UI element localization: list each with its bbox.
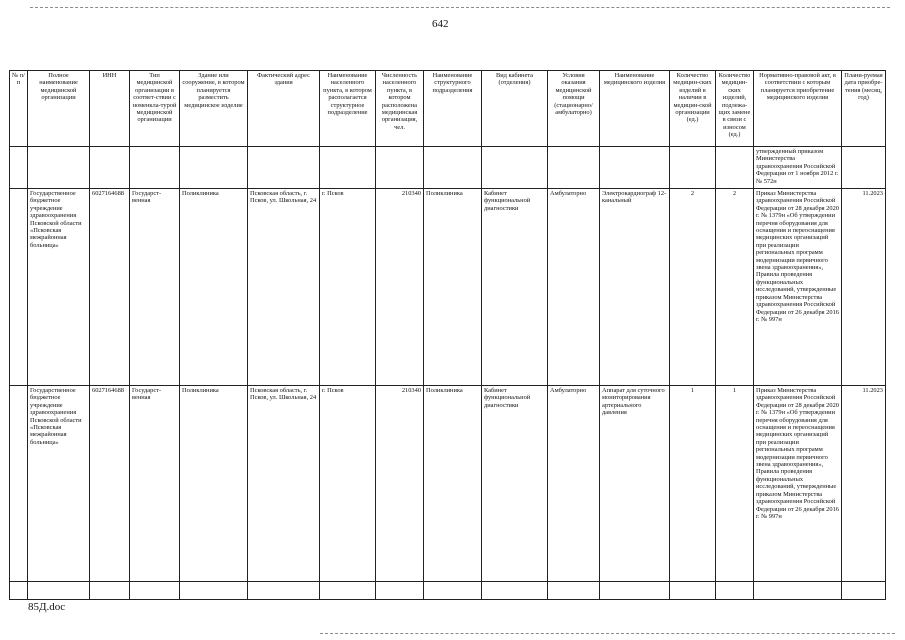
header-cell: Количество медицин-ских изделий в наличии в медицин-ской организации (ед.): [670, 71, 716, 147]
header-cell: Наименование медицинского изделия: [600, 71, 670, 147]
settlement-cell: г. Псков: [320, 386, 376, 582]
address-cell: Псковская область, г. Псков, ул. Школьная, 24: [248, 189, 320, 386]
scan-edge-top: [30, 7, 890, 8]
org-cell: Государственное бюджетное учреждение здравоохранения Псковской области «Псковская межрайонная больница»: [28, 189, 90, 386]
building-cell: Поликлиника: [180, 386, 248, 582]
legal-act-cell: Приказ Министерства здравоохранения Российской Федерации от 28 декабря 2020 г. № 1379н «Об утверждении перечня оборудования для оснащения и переоснащения медицинских организаций при реализации региональных программ модернизации первичного звена здравоохранения», Правила проведения функциональных исследований, утвержденные приказом Министерства здравоохранения Российской Федерации от 26 декабря 2016 г. № 997н: [754, 189, 842, 386]
table-row: [10, 386, 886, 582]
org-type-cell: Государст-венная: [130, 189, 180, 386]
conditions-cell: Амбулаторно: [548, 386, 600, 582]
header-cell: Наименование структурного подразделения: [424, 71, 482, 147]
division-cell: Поликлиника: [424, 386, 482, 582]
page-number: 642: [432, 18, 449, 30]
table-row-continuation: [10, 147, 886, 189]
inn-cell: 6027164688: [90, 386, 130, 582]
header-cell: № п/п: [10, 71, 28, 147]
header-cell: Численность населенного пункта, в котором расположена медицинская организация, чел.: [376, 71, 424, 147]
footer-file-name: 85Д.doc: [28, 601, 66, 613]
header-cell: Фактический адрес здания: [248, 71, 320, 147]
purchase-date-cell: 11.2023: [842, 386, 886, 582]
table-row: [10, 189, 886, 386]
table-header-row: [10, 71, 886, 147]
legal-act-cell: утвержденный приказом Министерства здравоохранения Российской Федерации от 1 ноября 2012 г. № 572н: [754, 147, 842, 189]
cabinet-cell: Кабинет функциональной диагностики: [482, 189, 548, 386]
header-cell: Наименование населенного пункта, в котором располагается структурное подразделение: [320, 71, 376, 147]
population-cell: 210340: [376, 386, 424, 582]
legal-act-cell: Приказ Министерства здравоохранения Российской Федерации от 28 декабря 2020 г. № 1379н «Об утверждении перечня оборудования для оснащения и переоснащения медицинских организаций при реализации региональных программ модернизации первичного звена здравоохранения», Правила проведения функциональных исследований, утвержденные приказом Министерства здравоохранения Российской Федерации от 26 декабря 2016 г. № 997н: [754, 386, 842, 582]
device-cell: Аппарат для суточного мониторирования артериального давления: [600, 386, 670, 582]
purchase-date-cell: 11.2023: [842, 189, 886, 386]
address-cell: Псковская область, г. Псков, ул. Школьная, 24: [248, 386, 320, 582]
header-cell: Количество медицин-ских изделий, подлежа-щих замене в связи с износом (ед.): [716, 71, 754, 147]
inn-cell: 6027164688: [90, 189, 130, 386]
header-cell: Нормативно-правовой акт, в соответствии с которым планируется приобретение медицинского изделия: [754, 71, 842, 147]
header-cell: Условия оказания медицинской помощи (стационарно/ амбулаторно): [548, 71, 600, 147]
building-cell: Поликлиника: [180, 189, 248, 386]
qty-replace-cell: 1: [716, 386, 754, 582]
settlement-cell: г. Псков: [320, 189, 376, 386]
header-cell: Тип медицинской организации в соответ-ствии с номенкла-турой медицинской организации: [130, 71, 180, 147]
org-cell: Государственное бюджетное учреждение здравоохранения Псковской области «Псковская межрайонная больница»: [28, 386, 90, 582]
device-cell: Электрокардиограф 12-канальный: [600, 189, 670, 386]
qty-replace-cell: 2: [716, 189, 754, 386]
cabinet-cell: Кабинет функциональной диагностики: [482, 386, 548, 582]
table-row-tail: [10, 582, 886, 600]
org-type-cell: Государст-венная: [130, 386, 180, 582]
qty-available-cell: 2: [670, 189, 716, 386]
header-cell: ИНН: [90, 71, 130, 147]
division-cell: Поликлиника: [424, 189, 482, 386]
qty-available-cell: 1: [670, 386, 716, 582]
population-cell: 210340: [376, 189, 424, 386]
header-cell: Здание или сооружение, в котором планируется разместить медицинское изделие: [180, 71, 248, 147]
header-cell: Полное наименование медицинской организации: [28, 71, 90, 147]
header-cell: Вид кабинета (отделения): [482, 71, 548, 147]
conditions-cell: Амбулаторно: [548, 189, 600, 386]
header-cell: Плани-руемая дата приобре-тения (месяц, год): [842, 71, 886, 147]
scan-edge-bottom: [320, 633, 895, 634]
equipment-table: [9, 70, 886, 600]
